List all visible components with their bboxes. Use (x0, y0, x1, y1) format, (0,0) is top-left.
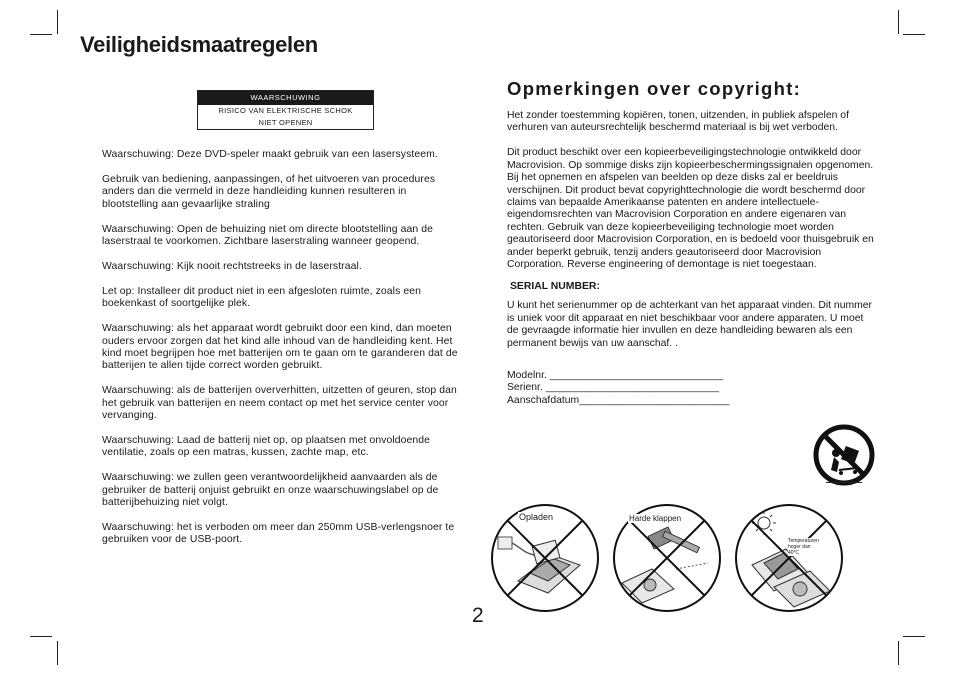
crop-mark (30, 34, 52, 35)
warning-paragraph: Waarschuwing: als het apparaat wordt gebruikt door een kind, dan moeten ouders ervoor zorgen dat het kind alle inhoud van de handleiding kent. Het kind moet begrijpen hoe met batterijen om te gaan om te garanderen dat de batterijen te allen tijde correct worden gebruikt. (102, 323, 458, 372)
temperature-label: Temperaturen hoger dan 40°C (788, 538, 819, 556)
warning-paragraph: Waarschuwing: als de batterijen oververhitten, uitzetten of geuren, stop dan het gebruik van batterijen en neem contact op met het service center voor vervanging. (102, 385, 457, 422)
purchase-info-fields (507, 370, 877, 407)
serial-number-heading: SERIAL NUMBER: (510, 280, 600, 292)
warning-label-line: RISICO VAN ELEKTRISCHE SCHOK (218, 106, 353, 115)
crop-mark (903, 636, 925, 637)
copyright-column (507, 110, 877, 407)
warning-paragraph: Let op: Installeer dit product niet in een afgesloten ruimte, zoals een boekenkast of soortgelijke plek. (102, 285, 422, 310)
page-title: Veiligheidsmaatregelen (80, 32, 318, 57)
copyright-paragraph: Het zonder toestemming kopiëren, tonen, uitzenden, in publiek afspelen of verhuren van auteursrechtelijk beschermd materiaal is bij wet verboden. (507, 110, 849, 134)
warning-paragraph: Waarschuwing: Open de behuizing niet om directe blootstelling aan de laserstraal te voorkomen. Zichtbare laserstraling wanneer geopend. (102, 223, 434, 248)
cart-tip-over-warning-icon (813, 424, 875, 486)
safety-warnings-column (102, 149, 458, 559)
no-high-temperature-icon (734, 503, 844, 613)
warning-paragraph: Waarschuwing: we zullen geen verantwoordelijkheid aanvaarden als de gebruiker de batterij onjuist gebruikt en onze waarschuwingslabel op de batterijbehuizing niet volgt. (102, 472, 439, 509)
warning-paragraph: Waarschuwing: Deze DVD-speler maakt gebruik van een lasersysteem. (102, 149, 438, 160)
serial-number-field: Serienr. ______________________________ (507, 382, 720, 394)
crop-mark (898, 10, 899, 34)
warning-paragraph: Waarschuwing: het is verboden om meer dan 250mm USB-verlengsnoer te gebruiken voor de USB-poort. (102, 522, 455, 546)
warning-label-line: NIET OPENEN (258, 118, 313, 127)
crop-mark (57, 641, 58, 665)
warning-paragraph: Waarschuwing: Kijk nooit rechtstreeks in de laserstraal. (102, 260, 362, 272)
underline (826, 482, 862, 483)
crop-mark (30, 636, 52, 637)
copyright-paragraph: Dit product beschikt over een kopieerbeveiligingstechnologie ontwikkeld door Macrovision. Op sommige disks zijn kopieerbeschermingssignalen opgenomen. Bij het opnemen en afspelen van beelden op deze disks zal er beeldruis verschijnen. Dit product bevat copyrighttechnologie die wordt beschermd door claims van bepaalde Amerikaanse patenten en andere intellectuele-eigendomsrechten van Macrovision Corporation en andere eigenaren van rechten. Gebruik van deze kopieerbeveiliging technologie moet worden geautoriseerd door Macrovision Corporation, en is bedoeld voor thuisgebruik en ander beperkt gebruik, tenzij anders geautoriseerd door Macrovision Corporation. Reverse engineering of demontage is niet toegestaan. (507, 147, 874, 270)
warning-paragraph: Waarschuwing: Laad de batterij niet op, op plaatsen met onvoldoende ventilatie, zoals op een matras, kussen, zachte map, etc. (102, 435, 431, 459)
warning-label-header: WAARSCHUWING (198, 91, 373, 105)
copyright-heading: Opmerkingen over copyright: (507, 78, 802, 99)
crop-mark (903, 34, 925, 35)
purchase-date-field: Aanschafdatum__________________________ (507, 394, 730, 406)
charging-label: Opladen (519, 512, 554, 522)
page-number: 2 (472, 604, 484, 627)
hard-knocks-label: Harde klappen (629, 514, 682, 523)
warning-paragraph: Gebruik van bediening, aanpassingen, of het uitvoeren van procedures anders dan die vermeld in deze handleiding kunnen resulteren in blootstelling aan gevaarlijke straling (102, 173, 436, 210)
crop-mark (898, 641, 899, 665)
serial-number-paragraph: U kunt het serienummer op de achterkant van het apparaat vinden. Dit nummer is uniek voor dit apparaat en niet beschikbaar voor andere apparaten. U moet de gevraagde informatie hier invullen en deze handleiding bewaren als een permanent bewijs van uw aanschaf. . (507, 300, 873, 349)
electric-shock-warning-label (197, 90, 374, 130)
crop-mark (57, 10, 58, 34)
model-number-field: Modelnr. ______________________________ (507, 369, 724, 381)
